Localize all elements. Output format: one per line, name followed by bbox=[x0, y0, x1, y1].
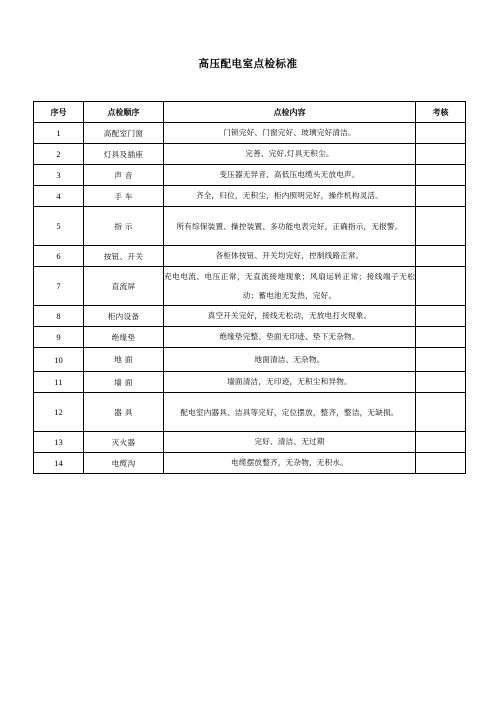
row-assessment bbox=[416, 246, 466, 267]
row-seq-no: 14 bbox=[34, 453, 84, 474]
row-check-content: 绝缘垫完整、垫面无印迹、垫下无杂物。 bbox=[164, 327, 416, 348]
table-body bbox=[34, 123, 466, 474]
row-assessment bbox=[416, 327, 466, 348]
table-row bbox=[34, 393, 466, 432]
row-seq-no: 13 bbox=[34, 432, 84, 453]
row-check-item: 指 示 bbox=[84, 207, 164, 246]
row-check-content: 地面清洁、无杂物。 bbox=[164, 348, 416, 372]
row-check-content: 齐全，归位，无积尘，柜内照明完好，操作机构灵活。 bbox=[164, 186, 416, 207]
row-assessment bbox=[416, 372, 466, 393]
row-check-item: 按钮、开关 bbox=[84, 246, 164, 267]
row-check-item: 绝缘垫 bbox=[84, 327, 164, 348]
row-check-item: 高配室门窗 bbox=[84, 123, 164, 144]
row-assessment bbox=[416, 267, 466, 306]
inspection-standard-table bbox=[33, 101, 466, 474]
row-check-content: 完好、清洁、无过期 bbox=[164, 432, 416, 453]
row-assessment bbox=[416, 393, 466, 432]
row-check-item: 灯具及插座 bbox=[84, 144, 164, 165]
row-check-item: 地 面 bbox=[84, 348, 164, 372]
row-seq-no: 5 bbox=[34, 207, 84, 246]
row-check-item: 柜内设备 bbox=[84, 306, 164, 327]
row-seq-no: 1 bbox=[34, 123, 84, 144]
row-check-item: 灭火器 bbox=[84, 432, 164, 453]
row-check-item: 电缆沟 bbox=[84, 453, 164, 474]
table-row bbox=[34, 327, 466, 348]
row-assessment bbox=[416, 306, 466, 327]
table-row bbox=[34, 246, 466, 267]
header-seq-no: 序号 bbox=[34, 102, 84, 123]
header-assessment: 考核 bbox=[416, 102, 466, 123]
table-row bbox=[34, 453, 466, 474]
table-row bbox=[34, 372, 466, 393]
row-assessment bbox=[416, 144, 466, 165]
row-seq-no: 2 bbox=[34, 144, 84, 165]
row-assessment bbox=[416, 207, 466, 246]
row-check-content: 变压器无异音、高低压电缆头无放电声。 bbox=[164, 165, 416, 186]
table-row bbox=[34, 186, 466, 207]
row-seq-no: 3 bbox=[34, 165, 84, 186]
row-seq-no: 8 bbox=[34, 306, 84, 327]
row-check-item: 直流屏 bbox=[84, 267, 164, 306]
table-row bbox=[34, 432, 466, 453]
row-seq-no: 4 bbox=[34, 186, 84, 207]
table-row bbox=[34, 306, 466, 327]
row-check-content: 墙面清洁，无印迹，无积尘和异物。 bbox=[164, 372, 416, 393]
row-check-item: 器 具 bbox=[84, 393, 164, 432]
table-header-row bbox=[34, 102, 466, 123]
row-seq-no: 12 bbox=[34, 393, 84, 432]
table-row bbox=[34, 267, 466, 306]
row-assessment bbox=[416, 453, 466, 474]
row-check-content: 配电室内器具、洁具等完好，定位摆放，整齐，整洁，无缺损。 bbox=[164, 393, 416, 432]
header-check-order: 点检顺序 bbox=[84, 102, 164, 123]
row-check-content: 各柜体按钮、开关均完好，控制线路正常。 bbox=[164, 246, 416, 267]
table-row bbox=[34, 165, 466, 186]
row-check-content: 门锁完好、门窗完好、玻璃完好清洁。 bbox=[164, 123, 416, 144]
row-seq-no: 7 bbox=[34, 267, 84, 306]
row-check-content: 真空开关完好，接线无松动，无放电打火现象。 bbox=[164, 306, 416, 327]
row-check-content: 完善、完好,灯具无积尘。 bbox=[164, 144, 416, 165]
row-assessment bbox=[416, 348, 466, 372]
row-check-content: 充电电流、电压正常，无直流接地现象；风扇运转正常；接线端子无松动；蓄电池无发热，完好。 bbox=[164, 267, 416, 306]
table-row bbox=[34, 207, 466, 246]
table-row bbox=[34, 123, 466, 144]
row-check-item: 墙 面 bbox=[84, 372, 164, 393]
header-check-content: 点检内容 bbox=[164, 102, 416, 123]
row-seq-no: 9 bbox=[34, 327, 84, 348]
row-assessment bbox=[416, 123, 466, 144]
row-assessment bbox=[416, 165, 466, 186]
row-assessment bbox=[416, 186, 466, 207]
row-check-content: 所有综保装置、操控装置、多功能电表完好，正确指示，无报警。 bbox=[164, 207, 416, 246]
row-check-item: 声 音 bbox=[84, 165, 164, 186]
row-assessment bbox=[416, 432, 466, 453]
row-seq-no: 11 bbox=[34, 372, 84, 393]
row-seq-no: 10 bbox=[34, 348, 84, 372]
table-row bbox=[34, 348, 466, 372]
page-title: 高压配电室点检标准 bbox=[198, 58, 298, 70]
row-check-content: 电缆摆放整齐，无杂物，无积水。 bbox=[164, 453, 416, 474]
row-seq-no: 6 bbox=[34, 246, 84, 267]
row-check-item: 手 车 bbox=[84, 186, 164, 207]
table-row bbox=[34, 144, 466, 165]
